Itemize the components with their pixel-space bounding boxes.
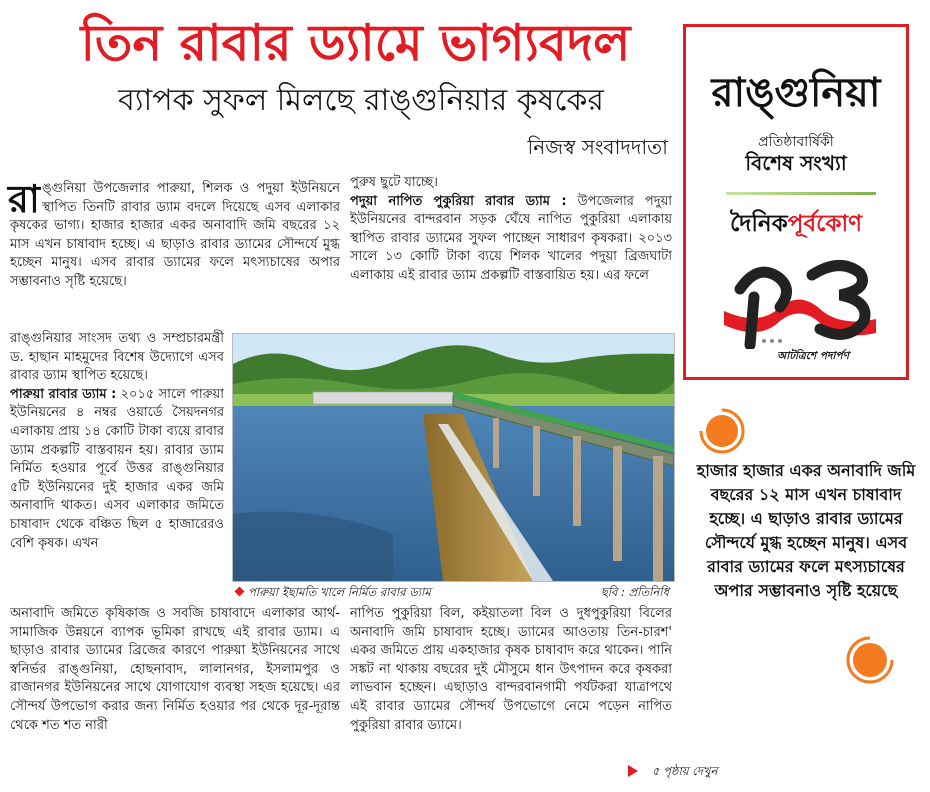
article-paragraph: ২০১৫ সালে পারুয়া ইউনিয়নের ৪ নম্বর ওয়ার্ডে সৈয়দনগর এলাকায় প্রায় ১৪ কোটি টাকা ব্যয়ে রাবার ড্যাম প্রকল্পটি বাস্তবায়ন হয়। রাবার ড্যাম নির্মিত হওয়ার পূর্বে উত্তর রাঙ্গুনিয়ার ৫টি ইউনিয়নের দুই হাজার একর জমি অনাবাদি থাকত। এসব এলাকার জমিতে চাষাবাদ থেকে বঞ্চিত ছিল ৫ হাজারেরও বেশি কৃষক। এখন [10, 386, 224, 551]
headline: তিন রাবার ড্যামে ভাগ্যবদল [80, 14, 631, 72]
article-paragraph: নাপিত পুকুরিয়া বিল, কইয়াতলা বিল ও দুধপুকুরিয়া বিলের অনাবাদি জমি চাষাবাদ হচ্ছে। ড্যামের আওতায় তিন-চারশ' একর জমিতে প্রায় একহাজার কৃষক চাষাবাদ করে থাকেন। পানি সঙ্কট না থাকায় বছরের দুই মৌসুমে ধান উৎপাদন করে কৃষকরা লাভবান হচ্ছেন। এছাড়াও বান্দরবানগামী পর্যটকরা যাত্রাপথে এই রাবার ড্যামের সৌন্দর্য উপভোগে নেমে পড়েন নাপিত পুকুরিয়া রাবার ড্যামে। [350, 606, 672, 733]
photo-caption-row [232, 582, 673, 602]
article-col1-top [8, 177, 340, 292]
orange-circle-icon [844, 634, 896, 686]
badge-title: রাঙ্গুনিয়া [711, 70, 881, 116]
subheadline: ব্যাপক সুফল মিলছে রাঙ্গুনিয়ার কৃষকের [118, 83, 604, 118]
article-col2-bottom [350, 605, 672, 735]
photo-credit: ছবি : প্রতিনিধি [600, 585, 669, 599]
article-col1-bottom [10, 605, 340, 735]
pull-quote: হাজার হাজার একর অনাবাদি জমি বছরের ১২ মাস এখন চাষাবাদ হচ্ছে। এ ছাড়াও রাবার ড্যামের সৌন্দর্যে মুগ্ধ হচ্ছেন মানুষ। এসব রাবার ড্যামের ফলে মৎস্যচাষের অপার সম্ভাবনাও সৃষ্টি হয়েছে [696, 461, 916, 600]
badge-tagline: আটত্রিশে পদার্পণ [777, 350, 849, 362]
section-heading: পারুয়া রাবার ড্যাম : [10, 386, 117, 402]
article-col2-top [350, 174, 672, 286]
diamond-bullet-icon [235, 587, 245, 597]
article-paragraph: অনাবাদি জমিতে কৃষিকাজ ও সবজি চাষাবাদে এলাকার আর্থ-সামাজিক উন্নয়নে ব্যাপক ভূমিকা রাখছে এই রাবার ড্যাম। এ ছাড়াও রাবার ড্যামের ব্রিজের কারণে পারুয়া ইউনিয়নের সাথে স্বনির্ভর রাঙ্গুনিয়া, হোছনাবাদ, লালানগর, ইসলামপুর ও রাজানগর ইউনিয়নের সাথে যোগাযোগ ব্যবস্থা সহজ হয়েছে। এর সৌন্দর্য উপভোগ করার জন্য নির্মিত হওয়ার পর থেকে দূর-দূরান্ত থেকে শত শত নারী [10, 606, 340, 733]
brand-part-1: দৈনিক [729, 211, 788, 237]
article-paragraph: পুরুষ ছুটে যাচ্ছে। [350, 175, 438, 190]
badge-anniversary: প্রতিষ্ঠাবার্ষিকী [758, 134, 834, 150]
special-issue-badge [683, 24, 909, 380]
brand-part-2: পূর্বকোণ [787, 211, 863, 237]
orange-circle-icon [697, 406, 747, 456]
newspaper-brand [686, 205, 906, 244]
photo-caption: পারুয়া ইছামতি খালে নির্মিত রাবার ড্যাম [248, 585, 431, 599]
continued-text: ৫ পৃষ্ঠায় দেখুন [652, 764, 718, 778]
article-paragraph: রাঙ্গুনিয়ার সাংসদ তথ্য ও সম্প্রচারমন্ত্রী ড. হাছান মাহমুদের বিশেষ উদ্যোগে এসব রাবার ড্যাম স্থাপিত হয়েছে। [10, 331, 224, 384]
byline: নিজস্ব সংবাদদাতা [527, 135, 668, 159]
continued-link[interactable] [628, 762, 808, 780]
dam-illustration [233, 334, 674, 581]
dam-photo [232, 333, 675, 582]
dropcap: রা [8, 177, 40, 221]
section-heading: পদুয়া নাপিত পুকুরিয়া রাবার ড্যাম : [350, 193, 567, 209]
article-col1-narrow [10, 330, 224, 553]
badge-divider [726, 192, 876, 195]
anniversary-numeral-logo [720, 249, 880, 349]
article-paragraph: উপজেলার পদুয়া ইউনিয়নের বান্দরবান সড়ক ঘেঁষে নাপিত পুকুরিয়া এলাকায় স্থাপিত রাবার ড্যামের সুফল পাচ্ছেন সাধারণ কৃষকরা। ২০১৩ সালে ১৩ কোটি টাকা ব্যয়ে শিলক খালের পদুয়া ব্রিজঘাটা এলাকায় এই রাবার ড্যাম প্রকল্পটি বাস্তবায়িত হয়। এর ফলে [350, 193, 672, 283]
badge-special: বিশেষ সংখ্যা [745, 151, 847, 175]
article-paragraph: ঙ্গুনিয়া উপজেলার পারুয়া, শিলক ও পদুয়া ইউনিয়নে স্থাপিত তিনটি রাবার ড্যাম বদলে দিয়েছে এসব এলাকার কৃষকের ভাগ্য। হাজার হাজার একর অনাবাদি জমি বছরের ১২ মাস এখন চাষাবাদ হচ্ছে। এ ছাড়াও রাবার ড্যামের সৌন্দর্যে মুগ্ধ হচ্ছেন মানুষ। এসব রাবার ড্যামের ফলে মৎস্যচাষের অপার সম্ভাবনাও সৃষ্টি হয়েছে। [10, 181, 340, 289]
play-arrow-icon [628, 765, 638, 777]
